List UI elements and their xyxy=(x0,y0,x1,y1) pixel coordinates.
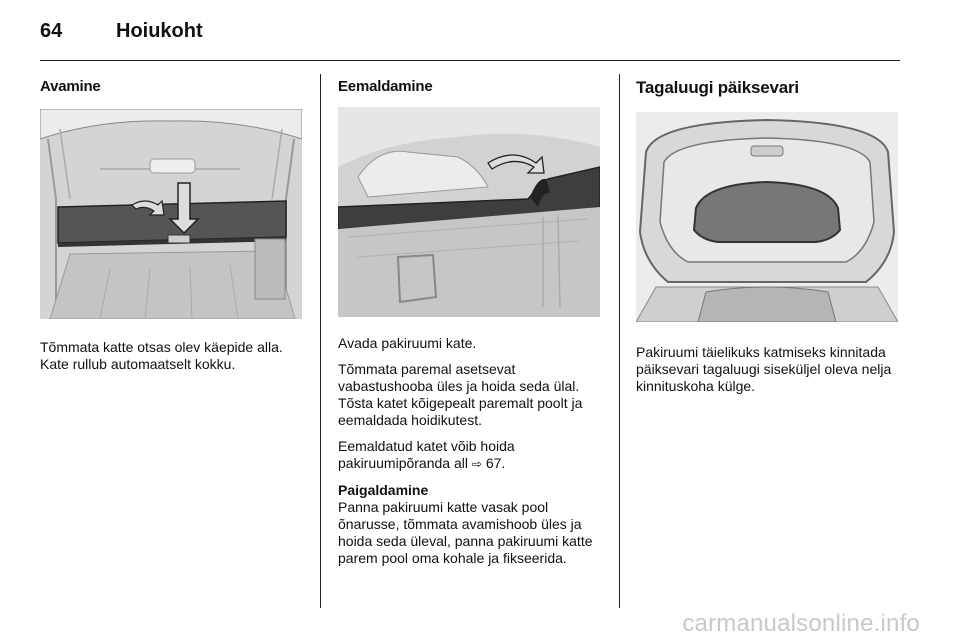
illustration-sunshade xyxy=(636,112,898,322)
subheading-installation: Paigaldamine xyxy=(338,482,429,498)
page-ref-arrow-icon: ⇨ xyxy=(471,457,482,471)
illustration-cover-opening xyxy=(40,109,302,319)
illustration-cover-removal xyxy=(338,107,600,317)
illustration-cover-removal-svg xyxy=(338,107,600,317)
column-divider-1 xyxy=(320,74,321,608)
column-opening xyxy=(40,78,302,373)
page-reference[interactable]: 67. xyxy=(485,455,506,471)
illustration-sunshade-svg xyxy=(636,112,898,322)
page-number: 64 xyxy=(40,20,63,42)
column-divider-2 xyxy=(619,74,620,608)
instruction-installation: Panna pakiruumi katte vasak pool õnarusse, tõmmata avamishoob üles ja hoida seda üleval, panna pakiruumi katte parem pool oma kohale ja fikseerida. xyxy=(338,499,593,566)
section-heading-opening: Avamine xyxy=(40,78,101,95)
page-title: Hoiukoht xyxy=(116,20,203,42)
section-heading-sunshade: Tagaluugi päiksevari xyxy=(636,78,799,97)
watermark: carmanualsonline.info xyxy=(682,610,920,637)
section-heading-removal: Eemaldamine xyxy=(338,78,433,95)
instruction-open-cover: Avada pakiruumi kate. xyxy=(338,335,477,351)
illustration-cover-opening-svg xyxy=(40,109,302,319)
column-sunshade xyxy=(636,78,898,395)
storage-text: Eemaldatud katet võib hoida pakiruumipõranda all xyxy=(338,438,515,471)
page-header xyxy=(40,20,203,43)
instruction-storage xyxy=(338,438,603,473)
column-removal xyxy=(338,78,603,567)
instruction-opening: Tõmmata katte otsas olev käepide alla. Kate rullub automaatselt kokku. xyxy=(40,339,283,372)
header-rule xyxy=(40,60,900,61)
instruction-sunshade: Pakiruumi täielikuks katmiseks kinnitada päiksevari tagaluugi siseküljel oleva nelja kinnituskoha külge. xyxy=(636,344,892,394)
instruction-release-lever: Tõmmata paremal asetsevat vabastushooba üles ja hoida seda ülal. Tõsta katet kõigepealt paremalt poolt ja eemaldada hoidikutest. xyxy=(338,361,583,428)
